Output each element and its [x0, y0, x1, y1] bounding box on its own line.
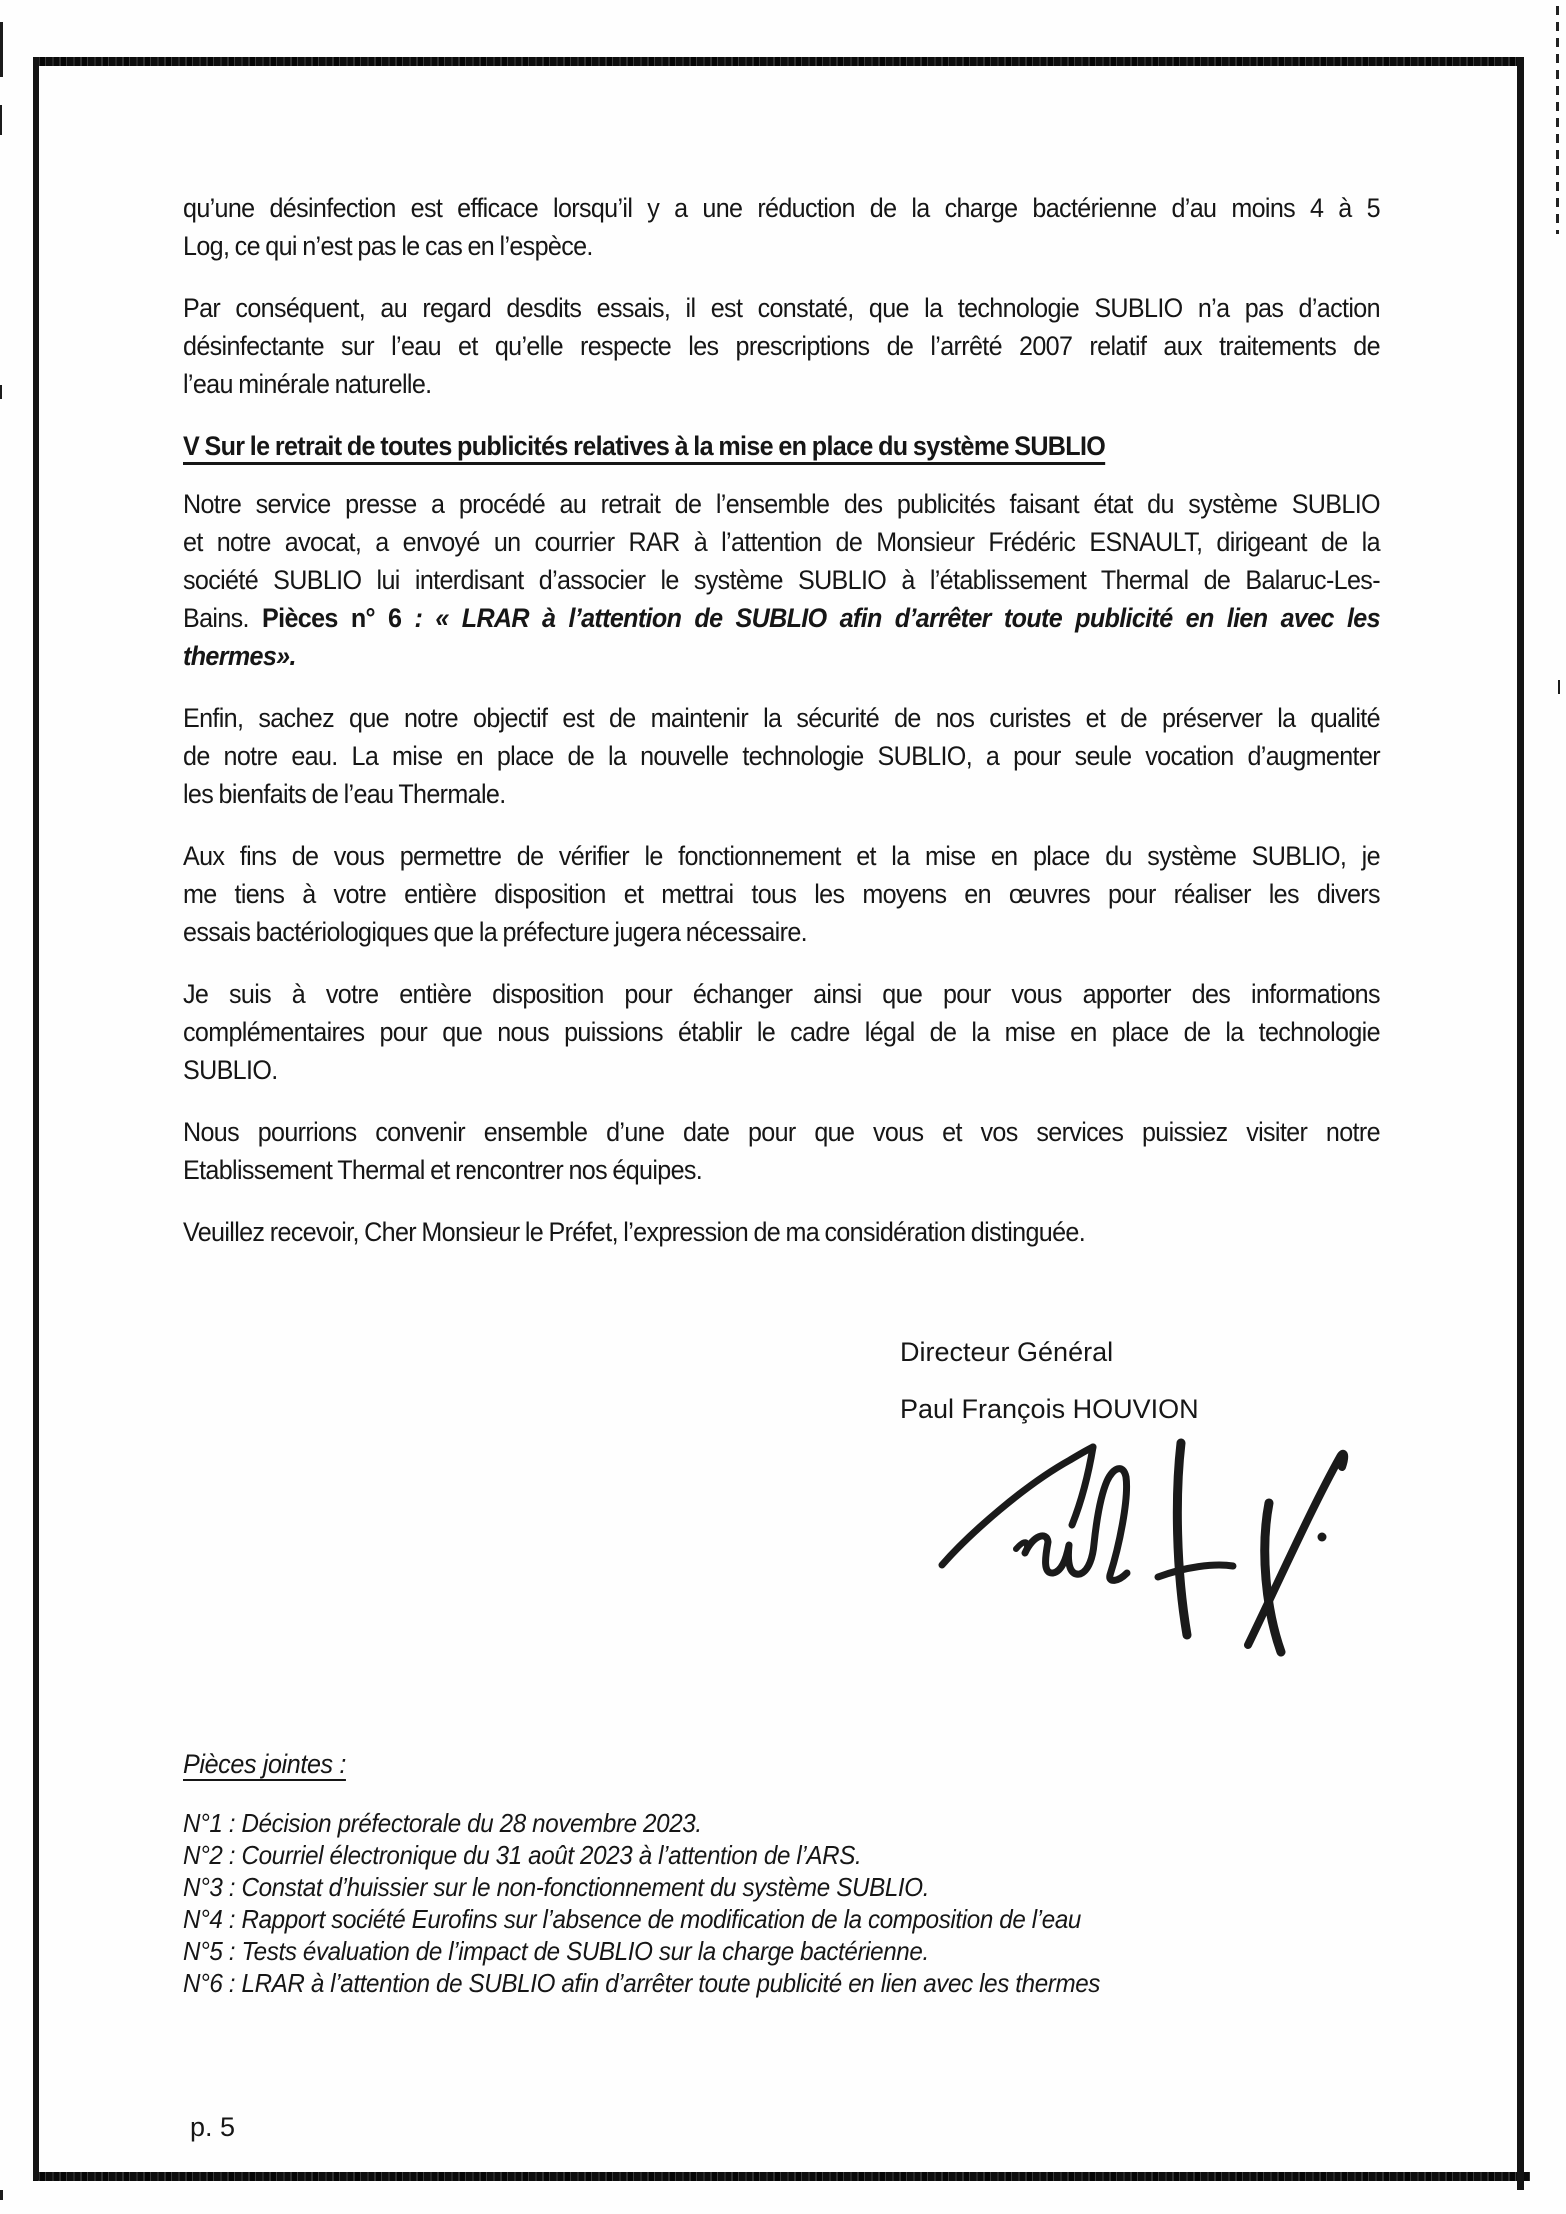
scan-artifact-left-3 — [0, 385, 2, 399]
text-line: qu’une désinfection est efficace lorsqu’il y a une réduction de la charge bactérienne d’au moins 4 à 5 — [183, 193, 1380, 223]
text-line: Je suis à votre entière disposition pour échanger ainsi que pour vous apporter des informations — [183, 979, 1380, 1009]
scan-artifact-left-4 — [0, 2190, 3, 2200]
attachments-heading — [183, 1745, 1380, 1783]
text-line: les bienfaits de l’eau Thermale. — [183, 779, 506, 809]
text-line: et notre avocat, a envoyé un courrier RAR à l’attention de Monsieur Frédéric ESNAULT, dirigeant de la — [183, 527, 1380, 557]
attachment-item: N°5 : Tests évaluation de l’impact de SUBLIO sur la charge bactérienne. — [183, 1936, 929, 1966]
text-run: Bains. — [183, 603, 263, 633]
paragraph-disinfection — [183, 189, 1380, 265]
letter-body — [183, 189, 1380, 1275]
text-line: Log, ce qui n’est pas le cas en l’espèce. — [183, 231, 593, 261]
signer-title: Directeur Général — [900, 1337, 1114, 1367]
text-line: Notre service presse a procédé au retrait de l’ensemble des publicités faisant état du système SUBLIO — [183, 489, 1380, 519]
paragraph-closing-salutation — [183, 1213, 1380, 1251]
page-number: p. 5 — [190, 2112, 236, 2142]
text-run-bold: Pièces n° 6 — [262, 603, 415, 633]
text-line: désinfectante sur l’eau et qu’elle respecte les prescriptions de l’arrêté 2007 relatif aux traitements de — [183, 331, 1380, 361]
text-line: me tiens à votre entière disposition et mettrai tous les moyens en œuvres pour réaliser les divers — [183, 879, 1380, 909]
attachments-heading-text: Pièces jointes : — [183, 1749, 346, 1779]
attachment-item: N°6 : LRAR à l’attention de SUBLIO afin d’arrêter toute publicité en lien avec les thermes — [183, 1968, 1101, 1998]
page-frame-right — [1517, 57, 1524, 2190]
text-line: thermes». — [183, 641, 296, 671]
attachment-item: N°4 : Rapport société Eurofins sur l’absence de modification de la composition de l’eau — [183, 1904, 1082, 1934]
attachment-item: N°3 : Constat d’huissier sur le non-fonctionnement du système SUBLIO. — [183, 1872, 930, 1902]
page-frame-bottom — [33, 2172, 1530, 2181]
text-line: Etablissement Thermal et rencontrer nos équipes. — [183, 1155, 703, 1185]
text-line: Par conséquent, au regard desdits essais, il est constaté, que la technologie SUBLIO n’a pas d’action — [183, 293, 1380, 323]
attachment-item: N°2 : Courriel électronique du 31 août 2023 à l’attention de l’ARS. — [183, 1840, 862, 1870]
page-frame-top — [33, 57, 1524, 66]
paragraph-press-retraction — [183, 485, 1380, 675]
signature-block — [900, 1333, 1199, 1428]
attachment-item: N°1 : Décision préfectorale du 28 novembre 2023. — [183, 1808, 702, 1838]
text-line-mixed — [183, 599, 1380, 637]
text-line: Aux fins de vous permettre de vérifier le fonctionnement et la mise en place du système SUBLIO, je — [183, 841, 1380, 871]
page-frame-left — [33, 57, 39, 2180]
attachments-section — [183, 1745, 1380, 1999]
text-line: Nous pourrions convenir ensemble d’une date pour que vous et vos services puissiez visiter notre — [183, 1117, 1380, 1147]
text-line: société SUBLIO lui interdisant d’associer le système SUBLIO à l’établissement Thermal de Balaruc-Les- — [183, 565, 1380, 595]
scan-artifact-right-2 — [1558, 680, 1560, 694]
text-line: SUBLIO. — [183, 1055, 278, 1085]
section-heading: V Sur le retrait de toutes publicités relatives à la mise en place du système SUBLIO — [183, 431, 1106, 461]
text-run-bold-italic: : « LRAR à l’attention de SUBLIO afin d’arrêter toute publicité en lien avec les — [414, 603, 1380, 633]
paragraph-visit-invitation — [183, 1113, 1380, 1189]
text-line: essais bactériologiques que la préfecture jugera nécessaire. — [183, 917, 807, 947]
scan-artifact-right-dashes — [1556, 6, 1559, 234]
text-line: complémentaires pour que nous puissions établir le cadre légal de la mise en place de la technologie — [183, 1017, 1380, 1047]
text-line: Enfin, sachez que notre objectif est de maintenir la sécurité de nos curistes et de préserver la qualité — [183, 703, 1380, 733]
text-line: Veuillez recevoir, Cher Monsieur le Préfet, l’expression de ma considération distinguée. — [183, 1217, 1086, 1247]
handwritten-signature-icon — [930, 1425, 1360, 1670]
scan-artifact-left-1 — [0, 22, 3, 77]
scan-artifact-left-2 — [0, 105, 2, 135]
paragraph-disposition — [183, 975, 1380, 1089]
paragraph-verification — [183, 837, 1380, 951]
signer-name: Paul François HOUVION — [900, 1394, 1199, 1424]
paragraph-consequence — [183, 289, 1380, 403]
paragraph-objective — [183, 699, 1380, 813]
text-line: l’eau minérale naturelle. — [183, 369, 432, 399]
text-line: de notre eau. La mise en place de la nouvelle technologie SUBLIO, a pour seule vocation d’augmenter — [183, 741, 1380, 771]
